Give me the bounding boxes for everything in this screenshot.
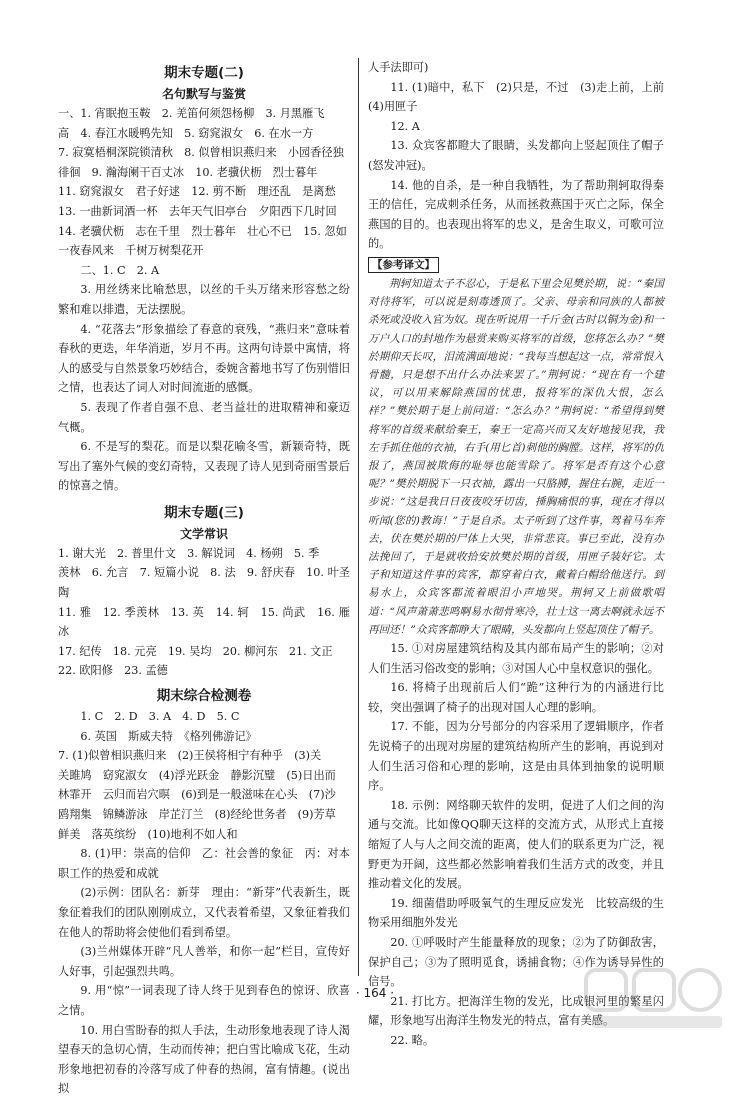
answer-paragraph: 14. 他的自杀，是一种自我牺牲，为了帮助荆轲取得秦王的信任，完成刺杀任务，从而拯救燕国于灭亡之际，保全燕国的目的。也表现出将军的忠义，是舍生取义，可歌可泣的。 — [368, 178, 664, 251]
answer-line: 二、1. C 2. A — [80, 263, 160, 277]
answer-line: 林霏开 云归而岩穴暝 (6)到是一般滋味在心头 (7)沙 — [58, 788, 336, 802]
answer-line: 1. C 2. D 3. A 4. D 5. C — [80, 710, 240, 724]
answer-paragraph: 3. 用丝绣来比喻愁思，以丝的千头万绪来形容愁之纷繁和难以排遣，无法摆脱。 — [58, 283, 350, 316]
answer-line: 17. 纪传 18. 元亮 19. 吴均 20. 柳河东 21. 文正 — [58, 644, 333, 658]
answer-paragraph: 6. 不是写的梨花。而是以梨花喻冬雪，新颖奇特，既写出了塞外气候的变幻奇特，又表现了诗人见到奇丽雪景后的惊喜之情。 — [58, 440, 350, 493]
answer-line: 1. 谢大光 2. 普里什文 3. 解说词 4. 杨朔 5. 季 — [58, 546, 320, 560]
answer-line: 鲜美 落英缤纷 (10)地利不如人和 — [58, 827, 238, 841]
answer-paragraph: 13. 众宾客都瞪大了眼睛，头发都向上竖起顶住了帽子(怒发冲冠)。 — [368, 139, 664, 172]
answer-line: 11. 窈窕淑女 君子好逑 12. 剪不断 理还乱 是离愁 — [58, 185, 336, 199]
answer-line: 7. 寂寞梧桐深院锁清秋 8. 似曾相识燕归来 小园香径独 — [58, 146, 344, 160]
left-column — [58, 58, 350, 1099]
answer-paragraph: 8. (1)甲：崇高的信仰 乙：社会善的象征 丙：对本职工作的热爱和成就 — [58, 847, 350, 880]
answer-paragraph: 15. ①对房屋建筑结构及其内部布局产生的影响；②对人们生活习俗改变的影响；③对国人心中皇权意识的强化。 — [368, 642, 664, 675]
column-divider — [358, 58, 359, 976]
answer-line: 关雎鸠 窈窕淑女 (4)浮光跃金 静影沉璧 (5)日出而 — [58, 768, 336, 782]
answer-line: 22. 欧阳修 23. 孟德 — [58, 664, 168, 678]
answer-paragraph: (2)示例：团队名：新芽 理由：“新芽”代表新生，既象征着我们的团队刚刚成立，又代表着希望，又象征着我们在他人的帮助将会使他们看到希望。 — [58, 886, 350, 939]
answer-line: 羡林 6. 允言 7. 短篇小说 8. 法 9. 舒庆春 10. 叶圣陶 — [58, 566, 350, 600]
answer-line: 一夜春风来 千树万树梨花开 — [58, 244, 204, 258]
answer-paragraph: (3)兰州媒体开辟“凡人善举，和你一起”栏目，宣传好人好事，引起强烈共鸣。 — [58, 945, 350, 978]
answer-continuation: 人手法即可) — [368, 61, 429, 74]
section-title-final-test: 期末综合检测卷 — [156, 688, 252, 705]
answer-line: 徘徊 9. 瀚海阑干百丈冰 10. 老骥伏枥 烈士暮年 — [58, 165, 318, 179]
answer-group-q7 — [58, 746, 350, 844]
answer-line: 22. 略。 — [390, 1033, 435, 1047]
answer-paragraph: 9. 用“惊”一词表现了诗人终于见到春色的惊讶、欣喜之情。 — [58, 984, 350, 1017]
answer-paragraph: 20. ①呼吸时产生能量释放的现象；②为了防御敌害，保护自己；③为了照明觅食，诱捕食物；④作为诱导异性的信号。 — [368, 935, 664, 989]
answer-paragraph: 11. (1)暗中，私下 (2)只是，不过 (3)走上前，上前 (4)用匣子 — [368, 80, 676, 114]
section-title-midterm-2: 期末专题(二) — [164, 65, 244, 81]
answer-group-literature — [58, 544, 350, 681]
answer-paragraph: 5. 表现了作者自强不息、老当益壮的进取精神和豪迈气概。 — [58, 400, 350, 434]
answer-paragraph: 19. 细菌借助呼吸氧气的生理反应发光 比较高级的生物采用细胞外发光 — [368, 896, 664, 930]
answer-paragraph: 16. 将椅子出现前后人们“跪”这种行为的内涵进行比较，突出强调了椅子的出现对国人心理的影响。 — [368, 681, 664, 714]
section-title-midterm-3: 期末专题(三) — [164, 504, 244, 521]
answer-line: 14. 老骥伏枥 志在千里 烈士暮年 壮心不已 15. 忽如 — [58, 224, 347, 238]
page-number: · 164 · — [355, 986, 395, 1000]
watermark-logo-icon — [582, 964, 732, 1034]
answer-line: 高 4. 春江水暖鸭先知 5. 窈窕淑女 6. 在水一方 — [58, 126, 314, 140]
right-column — [368, 58, 676, 1050]
answer-line: 13. 一曲新词酒一杯 去年天气旧亭台 夕阳西下几时回 — [58, 204, 337, 218]
answer-paragraph: 4. “花落去”形象描绘了春意的衰残，“燕归来”意味着春秋的更迭，年华消逝，岁月不再。这两句诗景中寓情，将人的感受与自然景象巧妙结合，委婉含蓄地书写了伤别惜旧之情，也表达了词人对时间流逝的感慨。 — [58, 322, 350, 395]
section-subtitle-famous-lines: 名句默写与鉴赏 — [161, 87, 246, 101]
reference-translation: 荆轲知道太子不忍心，于是私下里会见樊於期，说：“秦国对待将军，可以说是刻毒透顶了。父亲、母亲和同族的人都被杀死或没收入官为奴。现在听说用一千斤金(古时以铜为金)和一万户人口的封地作为悬赏来购买将军的首级，您将怎么办？”樊於期仰天长叹，泪流满面地说：“我每当想起这一点，常常恨入骨髓，只是想不出什么办法来罢了。”荆轲说：“现在有一个建议，可以用来解除燕国的忧患，报将军的深仇大恨，怎么样？”樊於期于是上前问道：“怎么办？”荆轲说：“希望得到樊将军的首级来献给秦王，秦王一定高兴而又友好地接见我，我左手抓住他的衣袖，右手(用匕首)刺他的胸膛。这样，将军的仇报了，燕国被欺侮的耻辱也能雪除了。将军是否有这个心意呢？”樊於期脱下一只衣袖，露出一只胳膊，握住右腕，走近一步说：“这是我日日夜夜咬牙切齿，捶胸痛恨的事，现在才得以听闻(您的)教诲！”于是自杀。太子听到了这件事，驾着马车奔去，伏在樊於期的尸体上大哭，非常悲哀。事已至此，没有办法挽回了，于是就收拾安放樊於期的首级，用匣子装好它。太子和知道这件事的宾客，都穿着白衣，戴着白帽给他送行。到易水上，众宾客都流着眼泪小声地哭。荆轲又上前做歌唱道：“风声萧萧悲鸣啊易水彻骨寒冷，壮士这一离去啊就永远不再回还！”众宾客都睁大了眼睛，头发都向上竖起顶住了帽子。 — [368, 277, 664, 636]
answer-paragraph: 17. 不能，因为分号部分的内容采用了逻辑顺序，作者先说椅子的出现对房屋的建筑结构所产生的影响，再说到对人们生活习俗和心理的影响，这是由具体到抽象的说明顺序。 — [368, 720, 664, 793]
reference-translation-label: 【参考译文】 — [368, 257, 439, 273]
answer-line: 鸥翔集 锦鳞游泳 岸芷汀兰 (8)经纶世务者 (9)芳草 — [58, 808, 336, 821]
answer-paragraph: 18. 示例：网络聊天软件的发明，促进了人们之间的沟通与交流。比如像QQ聊天这样的交流方式，从形式上直接缩短了人与人之间交流的距离，使人们的联系更为广泛，视野更为开阔，这些都必然影响着我们生活方式的改变，并且推动着文化的发展。 — [368, 798, 664, 891]
answer-group-q1 — [58, 104, 350, 261]
answer-line: 7. (1)似曾相识燕归来 (2)王侯将相宁有种乎 (3)关 — [58, 749, 322, 763]
answer-line: 6. 英国 斯威夫特 《格列佛游记》 — [80, 729, 257, 743]
section-subtitle-literature: 文学常识 — [179, 526, 228, 541]
answer-paragraph: 10. 用白雪盼春的拟人手法，生动形象地表现了诗人渴望春天的急切心情，生动而传神；把白雪比喻成飞花，生动形象地把初春的冷落写成了仲春的热闹，富有情趣。(说出拟 — [58, 1023, 350, 1096]
answer-line: 11. 雅 12. 季羡林 13. 英 14. 轲 15. 尚武 16. 雁冰 — [58, 605, 350, 639]
answer-line: 12. A — [390, 119, 420, 133]
answer-paragraph: 21. 打比方。把海洋生物的发光，比成银河里的繁星闪耀，形象地写出海洋生物发光的特点，富有美感。 — [368, 994, 664, 1028]
answer-line: 一、1. 宵眠抱玉鞍 2. 羌笛何须怨杨柳 3. 月黑雁飞 — [58, 107, 325, 120]
